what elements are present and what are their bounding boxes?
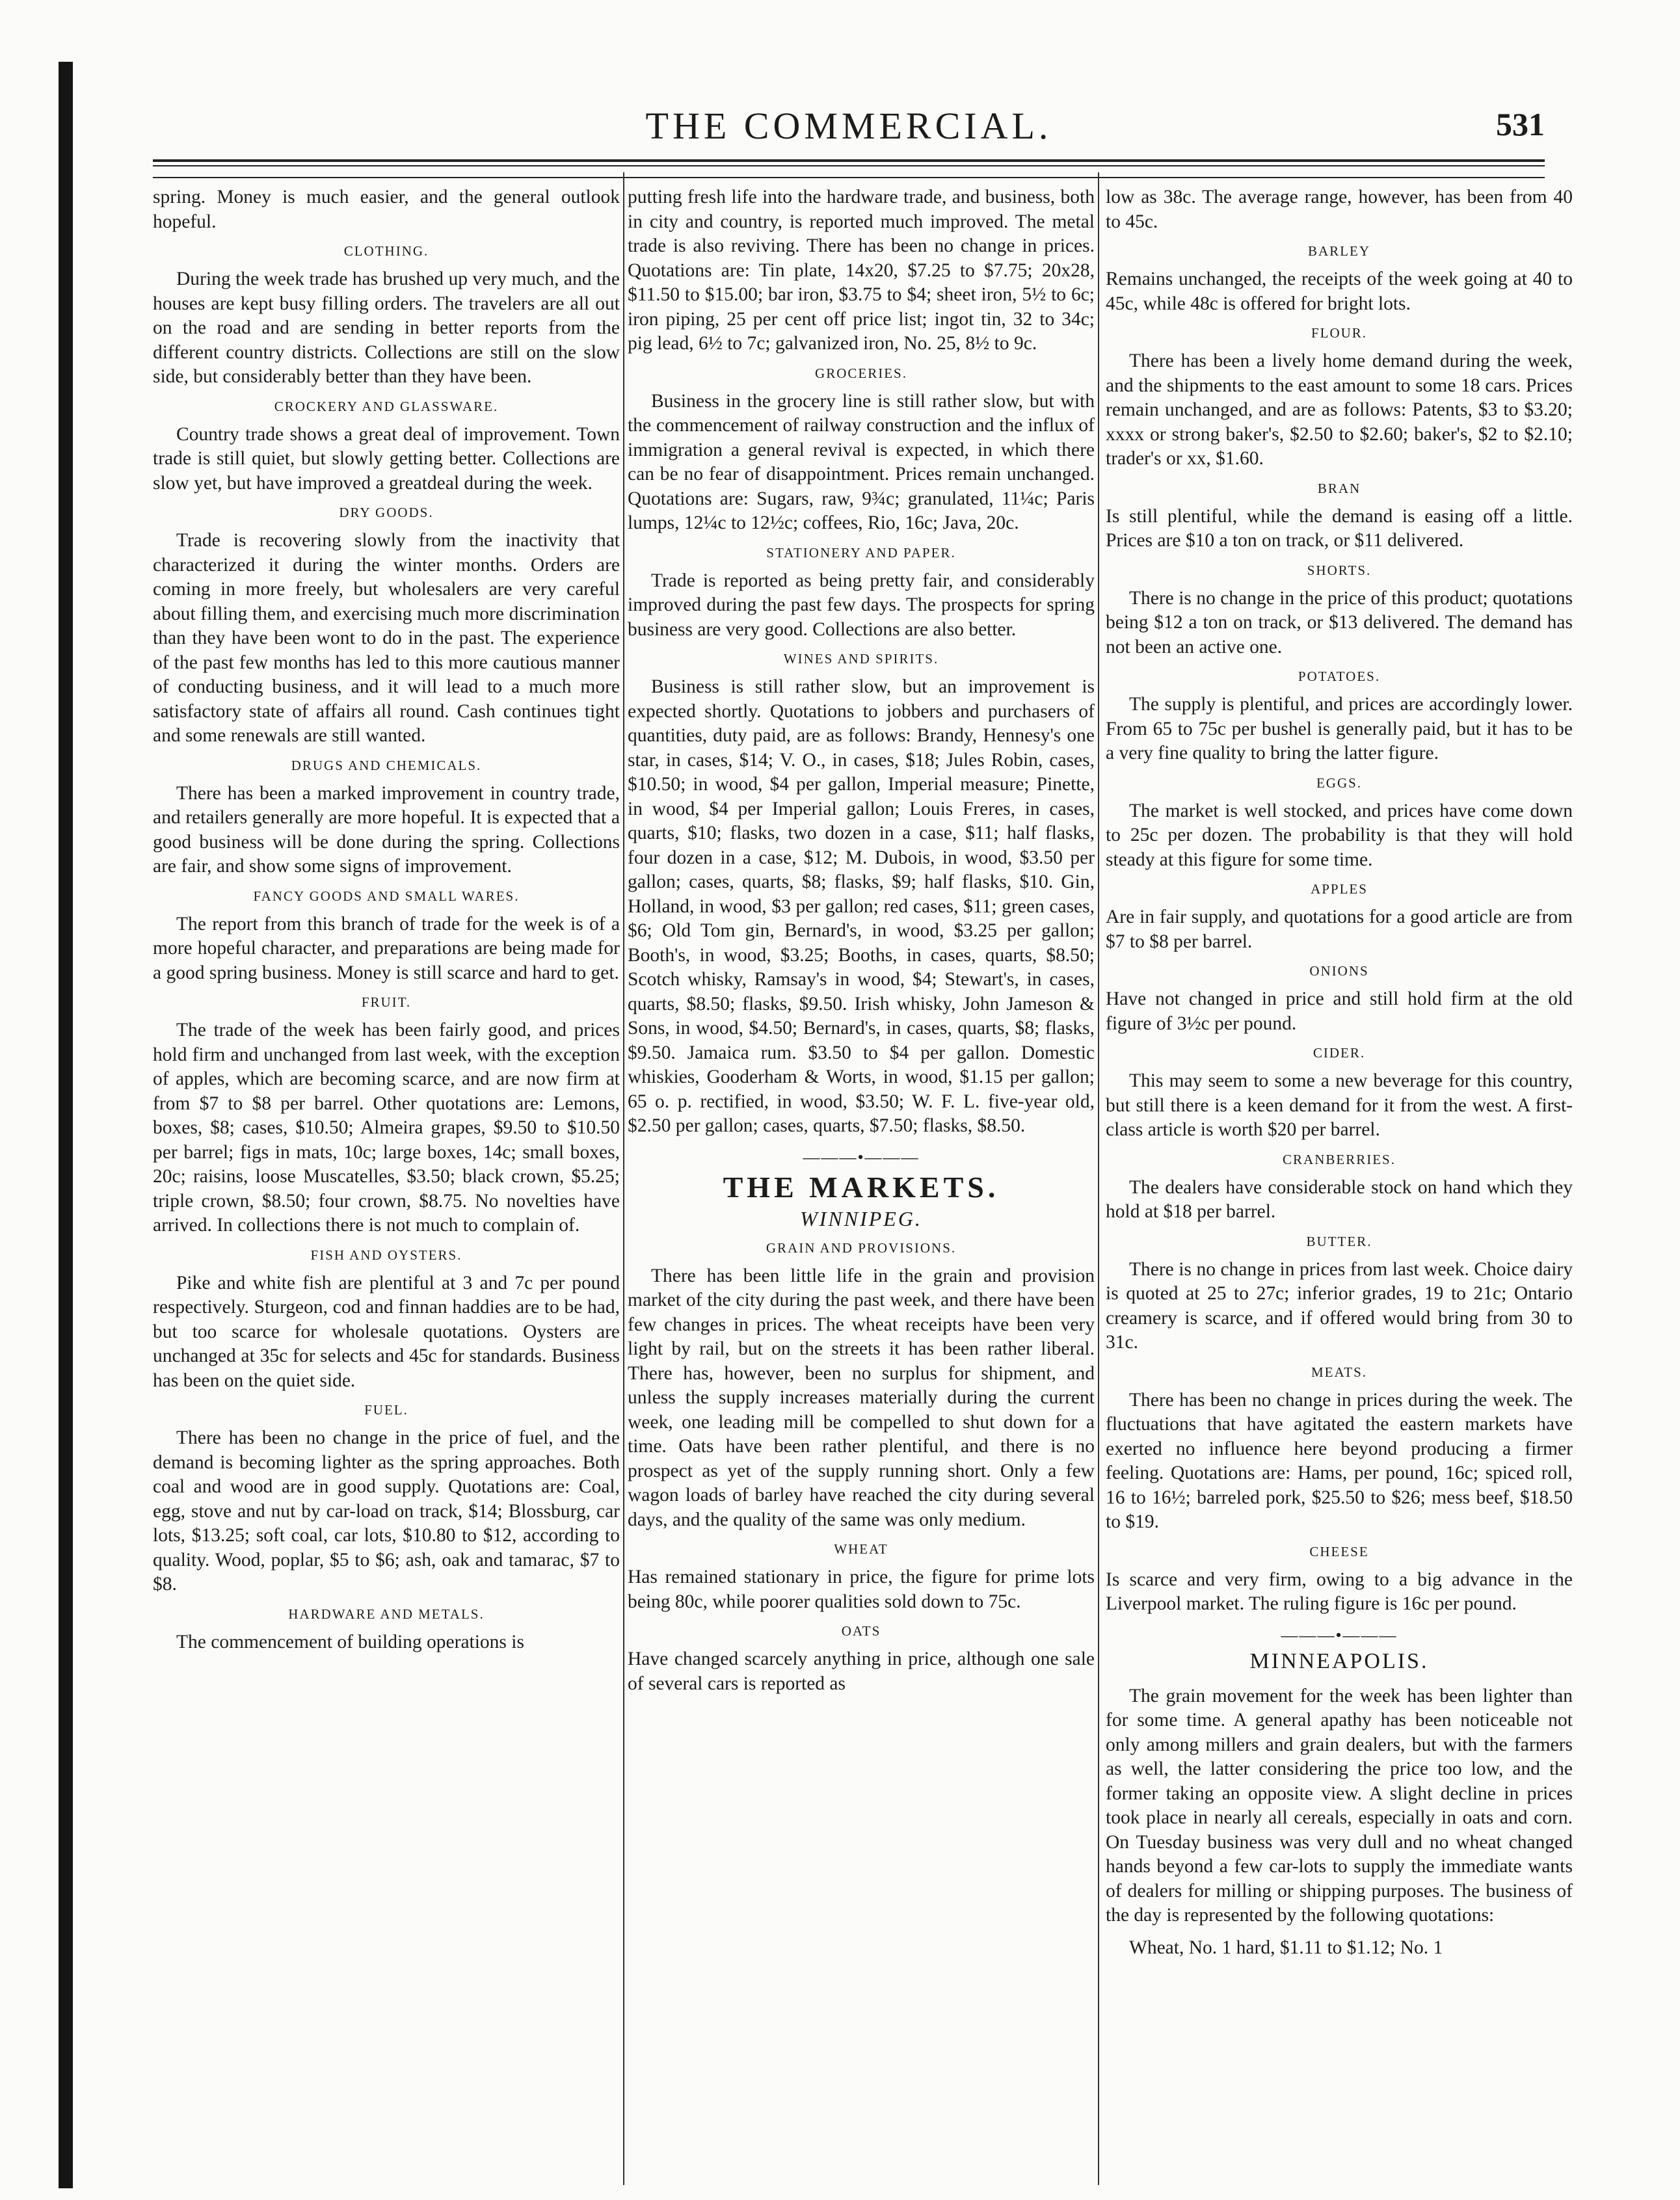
column-2: [628, 185, 1095, 1704]
section-heading: STATIONERY AND PAPER.: [766, 544, 956, 561]
section-heading: POTATOES.: [1298, 669, 1381, 684]
article-paragraph: The market is well stocked, and prices have come down to 25c per dozen. The probability is that they will hold steady at this figure for some time.: [1106, 800, 1573, 870]
article-paragraph: Have not changed in price and still hold firm at the old figure of 3½c per pound.: [1106, 988, 1573, 1034]
article-paragraph: There is no change in the price of this product; quotations being $12 a ton on track, or $13 delivered. The demand has not been an active one.: [1106, 587, 1573, 657]
section-heading: DRY GOODS.: [339, 505, 434, 520]
section-heading: WHEAT: [834, 1541, 888, 1557]
header-rule: [153, 159, 1545, 162]
article-paragraph: low as 38c. The average range, however, has been from 40 to 45c.: [1106, 187, 1573, 232]
section-heading: FUEL.: [364, 1402, 408, 1418]
article-paragraph: There has been little life in the grain and provision market of the city during the past week, and there have been few changes in prices. The wheat receipts have been very light by rail, but on the streets it has been rather liberal. There has, however, been no surplus for shipment, and unless the supply increases materially during the current week, one leading mill be compelled to shut down for a time. Oats have been rather plentiful, and there is no prospect as yet of the supply running short. Only a few wagon loads of barley have reached the city during several days, and the quality of the same was only medium.: [628, 1265, 1095, 1530]
article-paragraph: The commencement of building operations is: [176, 1631, 524, 1652]
section-heading: BRAN: [1317, 480, 1361, 496]
city-subheading: WINNIPEG.: [800, 1206, 922, 1230]
section-heading: CHEESE: [1309, 1543, 1369, 1559]
ornament-divider: ———•———: [803, 1147, 920, 1167]
article-paragraph: Have changed scarcely anything in price, although one sale of several cars is reported as: [628, 1649, 1095, 1694]
section-heading: GROCERIES.: [815, 365, 907, 381]
section-heading: FLOUR.: [1311, 325, 1368, 341]
page-title: THE COMMERCIAL.: [645, 105, 1052, 147]
masthead: [153, 104, 1545, 150]
article-paragraph: spring. Money is much easier, and the general outlook hopeful.: [153, 187, 620, 232]
article-paragraph: The dealers have considerable stock on hand which they hold at $18 per barrel.: [1106, 1176, 1573, 1222]
column-divider: [623, 172, 624, 2185]
article-paragraph: Wheat, No. 1 hard, $1.11 to $1.12; No. 1: [1129, 1937, 1443, 1958]
column-divider: [1098, 172, 1099, 2185]
article-paragraph: Business in the grocery line is still rather slow, but with the commencement of railway construction and the influx of immigration a general revival is expected, in which there can be no fear of disappointment. Prices remain unchanged. Quotations are: Sugars, raw, 9¾c; granulated, 11¼c; Paris lumps, 12¼c to 12½c; coffees, Rio, 16c; Java, 20c.: [628, 390, 1095, 533]
section-heading: MEATS.: [1311, 1364, 1368, 1380]
section-heading: SHORTS.: [1307, 562, 1372, 578]
section-heading: EGGS.: [1316, 775, 1363, 791]
header-rule: [153, 165, 1545, 166]
article-paragraph: putting fresh life into the hardware trade, and business, both in city and country, is reported much improved. The metal trade is also reviving. There has been no change in prices. Quotations are: Tin plate, 14x20, $7.25 to $7.75; 20x28, $11.50 to $15.00; bar iron, $3.75 to $4; sheet iron, 5½ to 6c; iron piping, 25 per cent off price list; ingot tin, 32 to 34c; pig lead, 6½ to 7c; galvanized iron, No. 25, 8½ to 9c.: [628, 187, 1095, 354]
page-number: 531: [1496, 106, 1545, 142]
article-paragraph: During the week trade has brushed up very much, and the houses are kept busy filling orders. The travelers are all out on the road and are sending in better reports from the different country districts. Collections are still on the slow side, but considerably better than they have been.: [153, 269, 620, 387]
city-heading: MINNEAPOLIS.: [1249, 1649, 1429, 1673]
markets-heading: THE MARKETS.: [723, 1170, 1000, 1204]
section-heading: FANCY GOODS AND SMALL WARES.: [253, 888, 520, 904]
article-paragraph: Trade is recovering slowly from the inactivity that characterized it during the winter months. Orders are coming in more freely, but wholesalers are very careful about filling them, and exercising much more discrimination than they have been wont to do in the past. The experience of the past few months has led to this more cautious manner of conducting business, and it will lead to a much more satisfactory state of affairs all round. Cash continues tight and some renewals are still wanted.: [153, 530, 620, 746]
section-heading: OATS: [841, 1623, 881, 1639]
article-paragraph: There has been no change in prices during the week. The fluctuations that have agitated the eastern markets have exerted no influence here beyond producing a firmer feeling. Quotations are: Hams, per pound, 16c; spiced roll, 16 to 16½; barreled pork, $25.50 to $26; mess beef, $18.50 to $19.: [1106, 1389, 1573, 1532]
section-heading: WINES AND SPIRITS.: [783, 651, 939, 667]
article-paragraph: The report from this branch of trade for the week is of a more hopeful character, and preparations are being made for a good spring business. Money is still scarce and hard to get.: [153, 913, 620, 983]
article-paragraph: Has remained stationary in price, the figure for prime lots being 80c, while poorer qualities sold down to 75c.: [628, 1567, 1095, 1612]
section-heading: FISH AND OYSTERS.: [310, 1247, 462, 1263]
article-paragraph: Country trade shows a great deal of improvement. Town trade is still quiet, but slowly getting better. Collections are slow yet, but have improved a greatdeal during the week.: [153, 423, 620, 494]
article-paragraph: Pike and white fish are plentiful at 3 and 7c per pound respectively. Sturgeon, cod and finnan haddies are to be had, but too scarce for wholesale quotations. Oysters are unchanged at 35c for selects and 45c for standards. Business has been on the quiet side.: [153, 1272, 620, 1391]
column-1: [153, 185, 620, 1662]
section-heading: APPLES: [1311, 881, 1368, 897]
article-paragraph: Is scarce and very firm, owing to a big advance in the Liverpool market. The ruling figure is 16c per pound.: [1106, 1569, 1573, 1614]
article-paragraph: Trade is reported as being pretty fair, and considerably improved during the past few days. The prospects for spring business are very good. Collections are also better.: [628, 570, 1095, 640]
article-paragraph: Is still plentiful, while the demand is easing off a little. Prices are $10 a ton on track, or $11 delivered.: [1106, 505, 1573, 551]
article-paragraph: The supply is plentiful, and prices are accordingly lower. From 65 to 75c per bushel is generally paid, but it has to be a very fine quality to bring the latter figure.: [1106, 694, 1573, 763]
ornament-divider: ———•———: [1281, 1625, 1398, 1645]
article-paragraph: There has been a marked improvement in country trade, and retailers generally are more hopeful. It is expected that a good business will be done during the spring. Collections are fair, and show some signs of improvement.: [153, 782, 620, 877]
section-heading: BARLEY: [1308, 243, 1370, 259]
section-heading: FRUIT.: [361, 994, 412, 1010]
article-paragraph: The trade of the week has been fairly good, and prices hold firm and unchanged from last week, with the exception of apples, which are becoming scarce, and are now firm at from $7 to $8 per barrel. Other quotations are: Lemons, boxes, $8; cases, $10.50; Almeira grapes, $9.50 to $10.50 per barrel; figs in mats, 10c; large boxes, 14c; small boxes, 20c; raisins, loose Muscatelles, $3.50; black crown, $5.25; triple crown, $8.50; four crown, $8.75. No novelties have arrived. In collections there is not much to complain of.: [153, 1020, 620, 1236]
article-paragraph: Are in fair supply, and quotations for a good article are from $7 to $8 per barrel.: [1106, 907, 1573, 952]
header-rule: [153, 177, 1545, 178]
section-heading: DRUGS AND CHEMICALS.: [291, 757, 482, 773]
article-paragraph: Remains unchanged, the receipts of the week going at 40 to 45c, while 48c is offered for bright lots.: [1106, 269, 1573, 314]
section-heading: ONIONS: [1309, 963, 1369, 979]
article-paragraph: There has been no change in the price of fuel, and the demand is becoming lighter as the spring approaches. Both coal and wood are in good supply. Quotations are: Coal, egg, stove and nut by car-load on track, $14; Blossburg, car lots, $13.25; soft coal, car lots, $10.80 to $12, according to quality. Wood, poplar, $5 to $6; ash, oak and tamarac, $7 to $8.: [153, 1427, 620, 1595]
section-heading: GRAIN AND PROVISIONS.: [766, 1239, 957, 1256]
section-heading: HARDWARE AND METALS.: [288, 1606, 485, 1622]
section-heading: CIDER.: [1313, 1045, 1366, 1061]
section-heading: CRANBERRIES.: [1283, 1151, 1396, 1167]
article-paragraph: This may seem to some a new beverage for this country, but still there is a keen demand for it from the west. A first-class article is worth $20 per barrel.: [1106, 1070, 1573, 1140]
article-paragraph: There is no change in prices from last week. Choice dairy is quoted at 25 to 27c; inferior grades, 19 to 21c; Ontario creamery is scarce, and if offered would bring from 30 to 31c.: [1106, 1258, 1573, 1353]
scan-edge-shadow: [59, 62, 73, 2188]
section-heading: BUTTER.: [1306, 1233, 1372, 1249]
column-3: [1106, 185, 1573, 1968]
section-heading: CLOTHING.: [343, 243, 429, 259]
section-heading: CROCKERY AND GLASSWARE.: [274, 398, 499, 414]
article-paragraph: Business is still rather slow, but an improvement is expected shortly. Quotations to jobbers and purchasers of quantities, duty paid, are as follows: Brandy, Hennesy's one star, in cases, $14; V. O., in cases, $18; Jules Robin, cases, $10.50; in wood, $4 per gallon, Imperial measure; Pinette, in wood, $4 per Imperial gallon; Louis Freres, in cases, quarts, $10; flasks, two dozen in a case, $11; half flasks, four dozen in a case, $12; M. Dubois, in wood, $3.50 per gallon; cases, quarts, $8; flasks, $9; half flasks, $10. Gin, Holland, in wood, $3 per gallon; red cases, $11; green cases, $6; Old Tom gin, Bernard's, in wood, $3.25 per gallon; Booth's, in wood, $3.25; Booths, in cases, quarts, $8.50; Scotch whisky, Ramsay's in wood, $4; Stewart's, in cases, quarts, $8.50; flasks, $9.50. Irish whisky, John Jameson & Sons, in wood, $4.50; Bernard's, in cases, quarts, $8; flasks, $9.50. Jamaica rum. $3.50 to $4 per gallon. Domestic whiskies, Gooderham & Worts, in wood, $1.15 per gallon; 65 o. p. rectified, in wood, $3.50; W. F. L. five-year old, $2.50 per gallon; cases, quarts, $7.50; flasks, $8.50.: [628, 676, 1095, 1136]
article-paragraph: There has been a lively home demand during the week, and the shipments to the east amount to some 18 cars. Prices remain unchanged, and are as follows: Patents, $3 to $3.20; xxxx or strong baker's, $2.50 to $2.60; baker's, $2 to $2.10; trader's or xx, $1.60.: [1106, 351, 1573, 469]
article-paragraph: The grain movement for the week has been lighter than for some time. A general apathy has been noticeable not only among millers and grain dealers, but with the farmers as well, the latter considering the price too low, and the former taking an opposite view. A slight decline in prices took place in nearly all cereals, especially in oats and corn. On Tuesday business was very dull and no wheat changed hands beyond a few car-lots to supply the immediate wants of dealers for milling or shipping purposes. The business of the day is represented by the following quotations:: [1106, 1685, 1573, 1926]
